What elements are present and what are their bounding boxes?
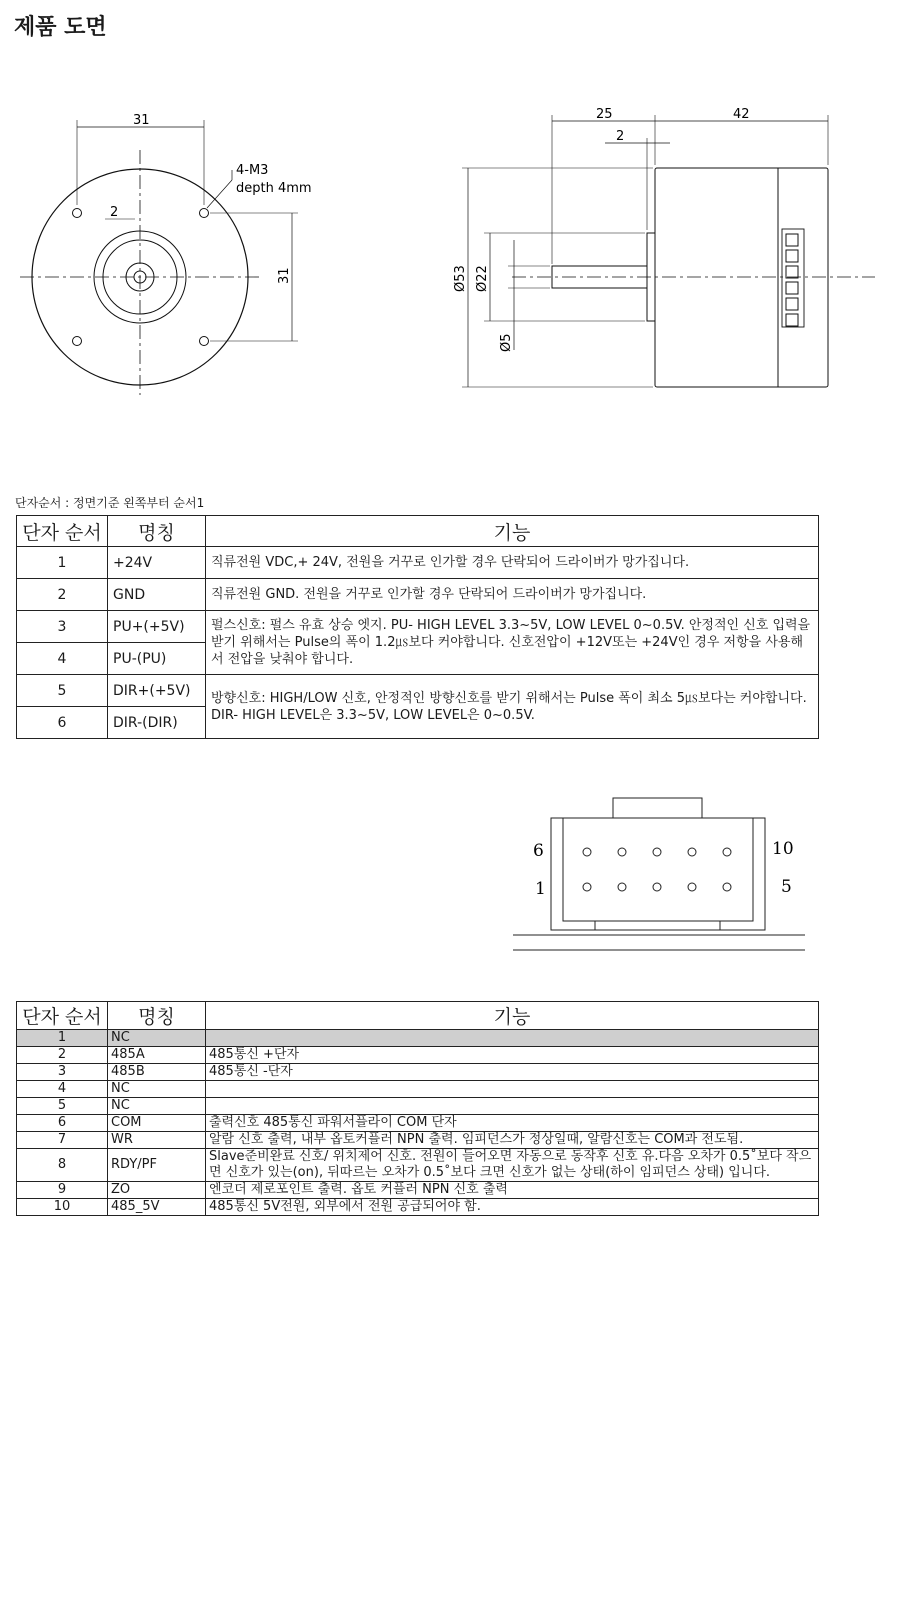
cell-name: +24V [108, 547, 206, 579]
side-dim-right: 42 [733, 107, 750, 122]
cell-no: 3 [17, 611, 108, 643]
cell-func-pulse: 펄스신호: 펄스 유효 상승 엣지. PU- HIGH LEVEL 3.3~5V, LOW LEVEL 0~0.5V. 안정적인 신호 입력을 받기 위해서는 Pulse의 폭이 1.2㎲보다 커야합니다. 신호전압이 +12V또는 +24V인 경우 저항을 사용해서 전압을 낮춰야 합니다. [206, 611, 819, 675]
cell-no: 6 [17, 1115, 108, 1132]
cell-name: NC [108, 1098, 206, 1115]
front-dim-small: 2 [110, 205, 119, 220]
table-header-row [17, 1002, 819, 1030]
mount-hole [200, 337, 209, 346]
cell-func: 엔코더 제로포인트 출력. 옵토 커플러 NPN 신호 출력 [206, 1182, 819, 1199]
pin-label-top-right: 10 [772, 839, 794, 859]
header-func: 기능 [206, 516, 819, 547]
side-dim-small: 2 [616, 129, 625, 144]
cell-no: 1 [17, 1030, 108, 1047]
table-row [17, 1081, 819, 1098]
table-row [17, 1199, 819, 1216]
cell-name: 485_5V [108, 1199, 206, 1216]
terminal-caption: 단자순서 : 정면기준 왼쪽부터 순서1 [15, 496, 205, 510]
cell-no: 10 [17, 1199, 108, 1216]
table-row [17, 547, 819, 579]
cell-name: PU-(PU) [108, 643, 206, 675]
header-no: 단자 순서 [17, 1002, 108, 1030]
hole-depth: depth 4mm [236, 181, 312, 196]
dia-shaft: Ø5 [499, 333, 514, 352]
table-row [17, 1030, 819, 1047]
cell-func: 485통신 +단자 [206, 1047, 819, 1064]
header-func: 기능 [206, 1002, 819, 1030]
side-dim-left: 25 [596, 107, 613, 122]
cell-name: GND [108, 579, 206, 611]
table-row [17, 1064, 819, 1081]
cell-name: WR [108, 1132, 206, 1149]
cell-func-dir: 방향신호: HIGH/LOW 신호, 안정적인 방향신호를 받기 위해서는 Pulse 폭이 최소 5㎲보다는 커야합니다. DIR- HIGH LEVEL은 3.3~5V, LOW LEVEL은 0~0.5V. [206, 675, 819, 739]
pin-label-bottom-right: 5 [781, 877, 792, 897]
cell-name: NC [108, 1030, 206, 1047]
cell-no: 9 [17, 1182, 108, 1199]
cell-no: 5 [17, 675, 108, 707]
table-row [17, 1182, 819, 1199]
table-row [17, 1149, 819, 1182]
cell-func: 알람 신호 출력, 내부 옵토커플러 NPN 출력. 임피던스가 정상일때, 알람신호는 COM과 전도됨. [206, 1132, 819, 1149]
cell-no: 7 [17, 1132, 108, 1149]
cell-name: NC [108, 1081, 206, 1098]
cell-func [206, 1030, 819, 1047]
mount-hole [200, 209, 209, 218]
cell-no: 4 [17, 1081, 108, 1098]
cell-func [206, 1098, 819, 1115]
table-row [17, 1115, 819, 1132]
cell-no: 1 [17, 547, 108, 579]
cell-name: DIR+(+5V) [108, 675, 206, 707]
front-view [20, 120, 298, 395]
cell-name: ZO [108, 1182, 206, 1199]
dia-body: Ø53 [453, 265, 468, 292]
product-drawing [0, 0, 900, 440]
cell-name: 485A [108, 1047, 206, 1064]
cell-name: PU+(+5V) [108, 611, 206, 643]
table-row [17, 1098, 819, 1115]
front-dim-top: 31 [133, 113, 150, 128]
cell-name: DIR-(DIR) [108, 707, 206, 739]
table-header-row [17, 516, 819, 547]
pin-label-bottom-left: 1 [535, 879, 546, 899]
table-row [17, 611, 819, 643]
cell-name: COM [108, 1115, 206, 1132]
page-title: 제품 도면 [14, 15, 107, 40]
cell-func: Slave준비완료 신호/ 위치제어 신호. 전원이 들어오면 자동으로 동작후 신호 유.다음 오차가 0.5˚보다 작으면 신호가 있는(on), 뒤따르는 오차가 0.5˚보다 크면 신호가 없는 상태(하이 임피던스 상태) 입니다. [206, 1149, 819, 1182]
pin-label-top-left: 6 [533, 841, 544, 861]
cell-func [206, 1081, 819, 1098]
table-row [17, 1132, 819, 1149]
hole-note: 4-M3 [236, 163, 269, 178]
dia-boss: Ø22 [475, 265, 490, 292]
cell-no: 6 [17, 707, 108, 739]
mount-hole [73, 209, 82, 218]
cell-func: 출력신호 485통신 파워서플라이 COM 단자 [206, 1115, 819, 1132]
terminal-table-1 [16, 515, 819, 739]
terminal-table-2 [16, 1001, 819, 1216]
front-dim-right: 31 [277, 267, 292, 284]
table-row [17, 1047, 819, 1064]
mount-hole [73, 337, 82, 346]
cell-name: RDY/PF [108, 1149, 206, 1182]
table-row [17, 675, 819, 707]
cell-no: 2 [17, 1047, 108, 1064]
header-no: 단자 순서 [17, 516, 108, 547]
cell-func: 직류전원 VDC,+ 24V, 전원을 거꾸로 인가할 경우 단락되어 드라이버가 망가집니다. [206, 547, 819, 579]
header-name: 명칭 [108, 1002, 206, 1030]
connector-diagram [505, 790, 815, 955]
cell-no: 3 [17, 1064, 108, 1081]
cell-func: 485통신 -단자 [206, 1064, 819, 1081]
table-row [17, 579, 819, 611]
cell-func: 직류전원 GND. 전원을 거꾸로 인가할 경우 단락되어 드라이버가 망가집니다. [206, 579, 819, 611]
cell-name: 485B [108, 1064, 206, 1081]
motor-body [655, 168, 828, 387]
cell-no: 4 [17, 643, 108, 675]
cell-no: 5 [17, 1098, 108, 1115]
header-name: 명칭 [108, 516, 206, 547]
cell-no: 2 [17, 579, 108, 611]
side-view [462, 115, 875, 387]
cell-func: 485통신 5V전원, 외부에서 전원 공급되어야 함. [206, 1199, 819, 1216]
cell-no: 8 [17, 1149, 108, 1182]
